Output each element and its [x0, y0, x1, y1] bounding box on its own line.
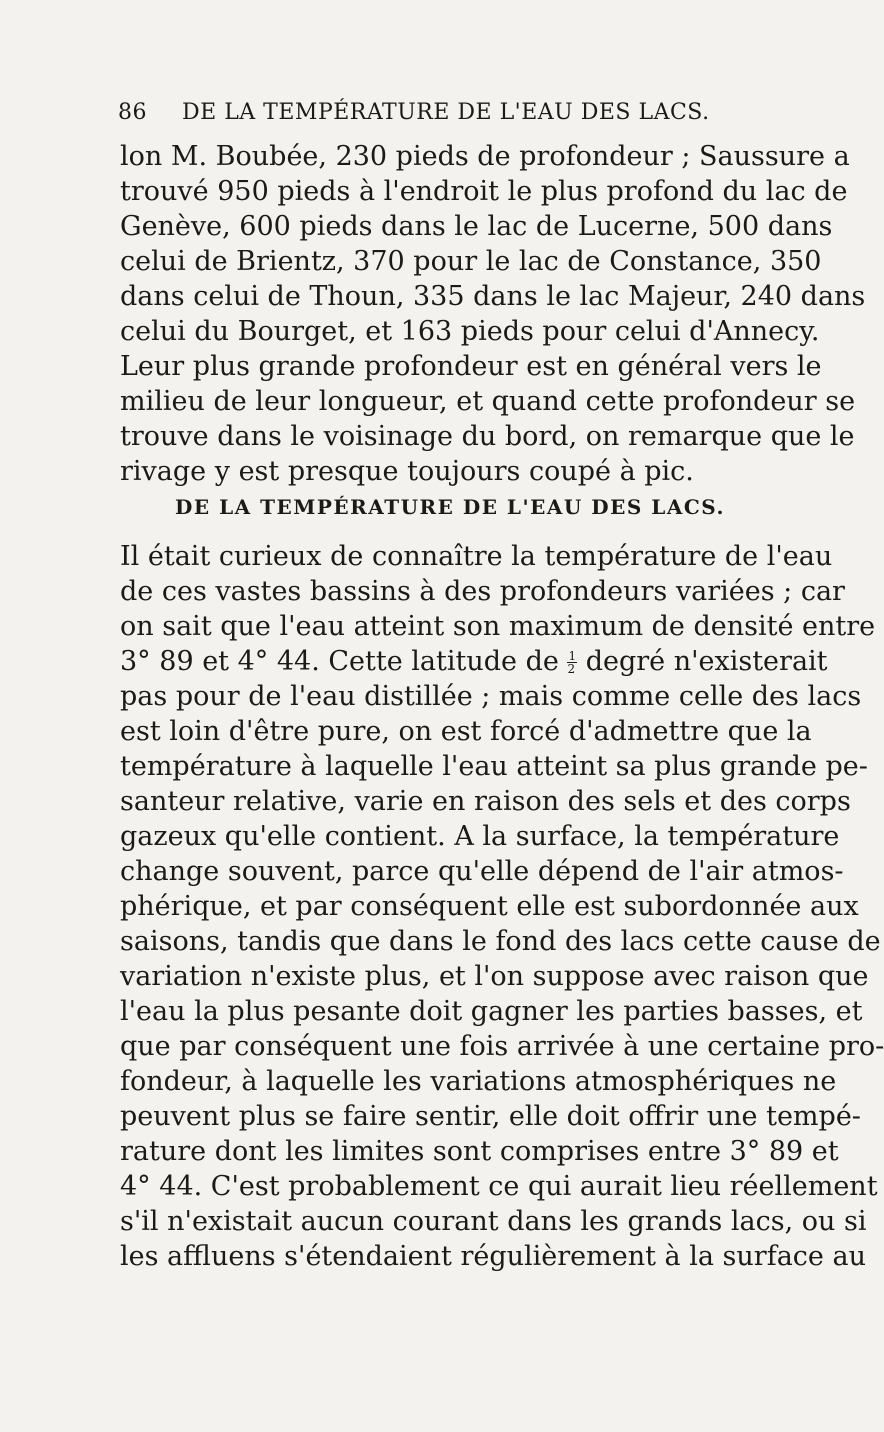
text-line: variation n'existe plus, et l'on suppose avec raison que	[120, 961, 869, 992]
text-line: santeur relative, varie en raison des sels et des corps	[120, 786, 851, 817]
text-line: fondeur, à laquelle les variations atmosphériques ne	[120, 1066, 837, 1097]
text-line: Leur plus grande profondeur est en général vers le	[120, 351, 822, 382]
text-line: trouve dans le voisinage du bord, on remarque que le	[120, 421, 855, 452]
text-line: est loin d'être pure, on est forcé d'admettre que la	[120, 716, 812, 747]
running-head	[118, 100, 710, 134]
text-line: gazeux qu'elle contient. A la surface, la température	[120, 821, 840, 852]
text-line: trouvé 950 pieds à l'endroit le plus profond du lac de	[120, 176, 848, 207]
text-line: pas pour de l'eau distillée ; mais comme celle des lacs	[120, 681, 862, 712]
text-line-with-fraction	[120, 645, 828, 679]
text-line: lon M. Boubée, 230 pieds de profondeur ; Saussure a	[120, 141, 850, 172]
text-line: de ces vastes bassins à des profondeurs variées ; car	[120, 576, 845, 607]
section-heading: DE LA TEMPÉRATURE DE L'EAU DES LACS.	[175, 495, 725, 519]
text-line: dans celui de Thoun, 335 dans le lac Majeur, 240 dans	[120, 281, 866, 312]
text-line: température à laquelle l'eau atteint sa plus grande pe-	[120, 751, 868, 782]
text-line: change souvent, parce qu'elle dépend de l'air atmos-	[120, 856, 844, 887]
text-line: Genève, 600 pieds dans le lac de Lucerne, 500 dans	[120, 211, 833, 242]
text-line: l'eau la plus pesante doit gagner les parties basses, et	[120, 996, 863, 1027]
text-line: phérique, et par conséquent elle est subordonnée aux	[120, 891, 859, 922]
text-line: s'il n'existait aucun courant dans les grands lacs, ou si	[120, 1206, 867, 1237]
text-line: milieu de leur longueur, et quand cette profondeur se	[120, 386, 856, 417]
text-line: peuvent plus se faire sentir, elle doit offrir une tempé-	[120, 1101, 861, 1132]
text-line: que par conséquent une fois arrivée à une certaine pro-	[120, 1031, 884, 1062]
text-line: Il était curieux de connaître la température de l'eau	[120, 541, 833, 572]
text-line: saisons, tandis que dans le fond des lacs cette cause de	[120, 926, 881, 957]
text-line: les affluens s'étendaient régulièrement à la surface au	[120, 1241, 866, 1272]
fraction-line-end: degré n'existerait	[585, 646, 828, 677]
fraction-denominator: 2	[567, 662, 576, 676]
text-line: rature dont les limites sont comprises entre 3° 89 et	[120, 1136, 839, 1167]
fraction-line-start: 3° 89 et 4° 44. Cette latitude de	[120, 646, 559, 677]
fraction-numerator: 1	[568, 649, 577, 663]
running-head-title: DE LA TEMPÉRATURE DE L'EAU DES LACS.	[182, 100, 710, 125]
text-line: celui du Bourget, et 163 pieds pour celui d'Annecy.	[120, 316, 820, 347]
fraction	[567, 650, 577, 675]
text-line: 4° 44. C'est probablement ce qui aurait lieu réellement	[120, 1171, 878, 1202]
text-line: celui de Brientz, 370 pour le lac de Constance, 350	[120, 246, 822, 277]
page-number: 86	[118, 100, 147, 125]
text-line: on sait que l'eau atteint son maximum de densité entre	[120, 611, 876, 642]
text-line: rivage y est presque toujours coupé à pic.	[120, 456, 694, 487]
